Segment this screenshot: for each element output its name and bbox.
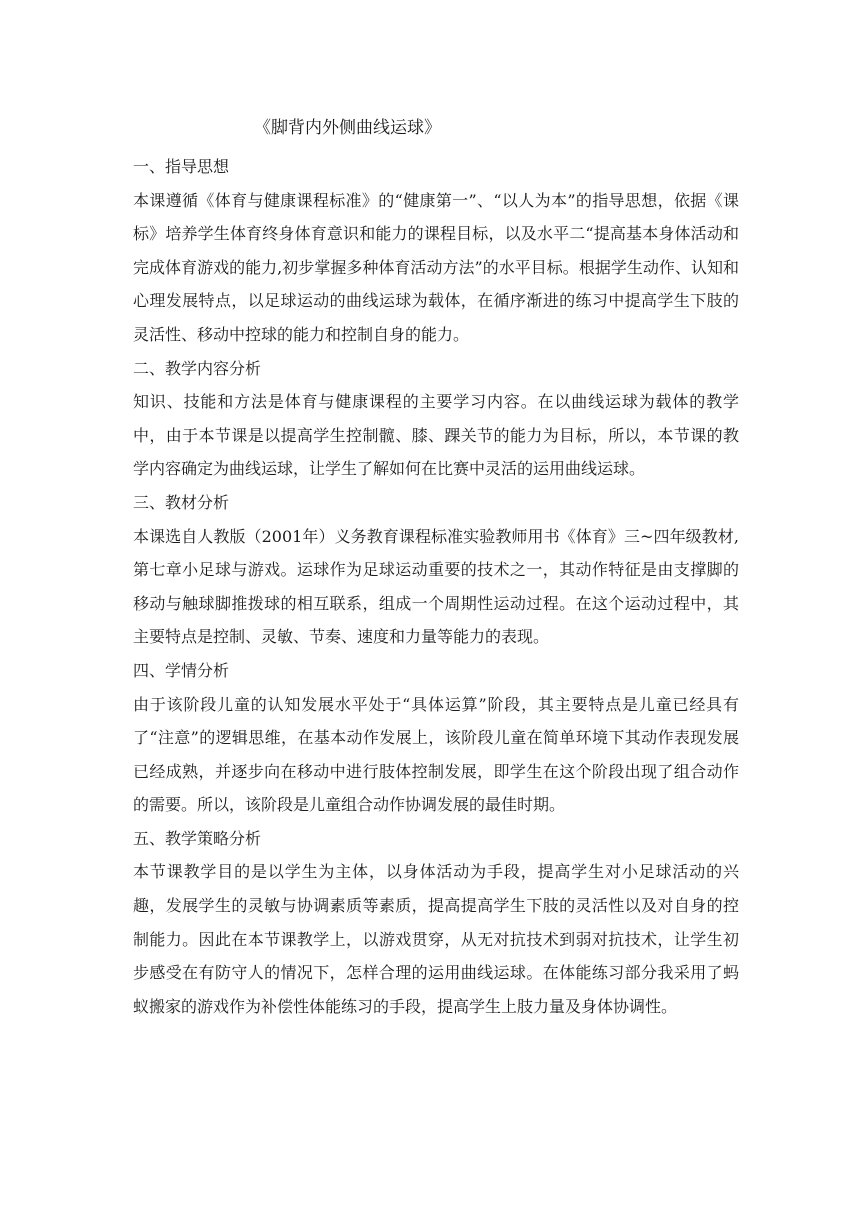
section-heading: 二、教学内容分析 bbox=[133, 358, 262, 378]
section-heading: 四、学情分析 bbox=[133, 660, 230, 680]
section-paragraph: 本节课教学目的是以学生为主体，以身体活动为手段，提高学生对小足球活动的兴趣，发展学生的灵敏与协调素质等素质，提高提高学生下肢的灵活性以及对自身的控制能力。因此在本节课教学上，以游戏贯穿，从无对抗技术到弱对抗技术，让学生初步感受在有防守人的情况下，怎样合理的运用曲线运球。在体能练习部分我采用了蚂蚁搬家的游戏作为补偿性体能练习的手段，提高学生上肢力量及身体协调性。 bbox=[133, 862, 739, 1016]
section-paragraph: 本课遵循《体育与健康课程标准》的“健康第一”、“以人为本”的指导思想，依据《课标》培养学生体育终身体育意识和能力的课程目标，以及水平二“提高基本身体活动和完成体育游戏的能力,初步掌握多种体育活动方法”的水平目标。根据学生动作、认知和心理发展特点，以足球运动的曲线运球为载体，在循序渐进的练习中提高学生下肢的灵活性、移动中控球的能力和控制自身的能力。 bbox=[133, 190, 739, 344]
document-body bbox=[133, 150, 739, 1023]
document-title: 《脚背内外侧曲线运球》 bbox=[254, 118, 441, 138]
section-material-analysis bbox=[133, 486, 739, 654]
section-paragraph: 由于该阶段儿童的认知发展水平处于“具体运算”阶段，其主要特点是儿童已经具有了“注意”的逻辑思维，在基本动作发展上，该阶段儿童在简单环境下其动作表现发展已经成熟，并逐步向在移动中进行肢体控制发展，即学生在这个阶段出现了组合动作的需要。所以，该阶段是儿童组合动作协调发展的最佳时期。 bbox=[133, 694, 739, 815]
section-heading: 五、教学策略分析 bbox=[133, 828, 262, 848]
section-strategy-analysis bbox=[133, 822, 739, 1024]
section-guiding-ideology bbox=[133, 150, 739, 352]
section-content-analysis bbox=[133, 352, 739, 486]
section-heading: 三、教材分析 bbox=[133, 492, 230, 512]
section-learner-analysis bbox=[133, 654, 739, 822]
section-heading: 一、指导思想 bbox=[133, 157, 230, 176]
section-paragraph: 知识、技能和方法是体育与健康课程的主要学习内容。在以曲线运球为载体的教学中，由于本节课是以提高学生控制髋、膝、踝关节的能力为目标，所以，本节课的教学内容确定为曲线运球，让学生了解如何在比赛中灵活的运用曲线运球。 bbox=[133, 392, 739, 479]
section-paragraph: 本课选自人教版（2001年）义务教育课程标准实验教师用书《体育》三~四年级教材,第七章小足球与游戏。运球作为足球运动重要的技术之一，其动作特征是由支撑脚的移动与触球脚推拨球的相互联系，组成一个周期性运动过程。在这个运动过程中，其主要特点是控制、灵敏、节奏、速度和力量等能力的表现。 bbox=[133, 526, 739, 647]
